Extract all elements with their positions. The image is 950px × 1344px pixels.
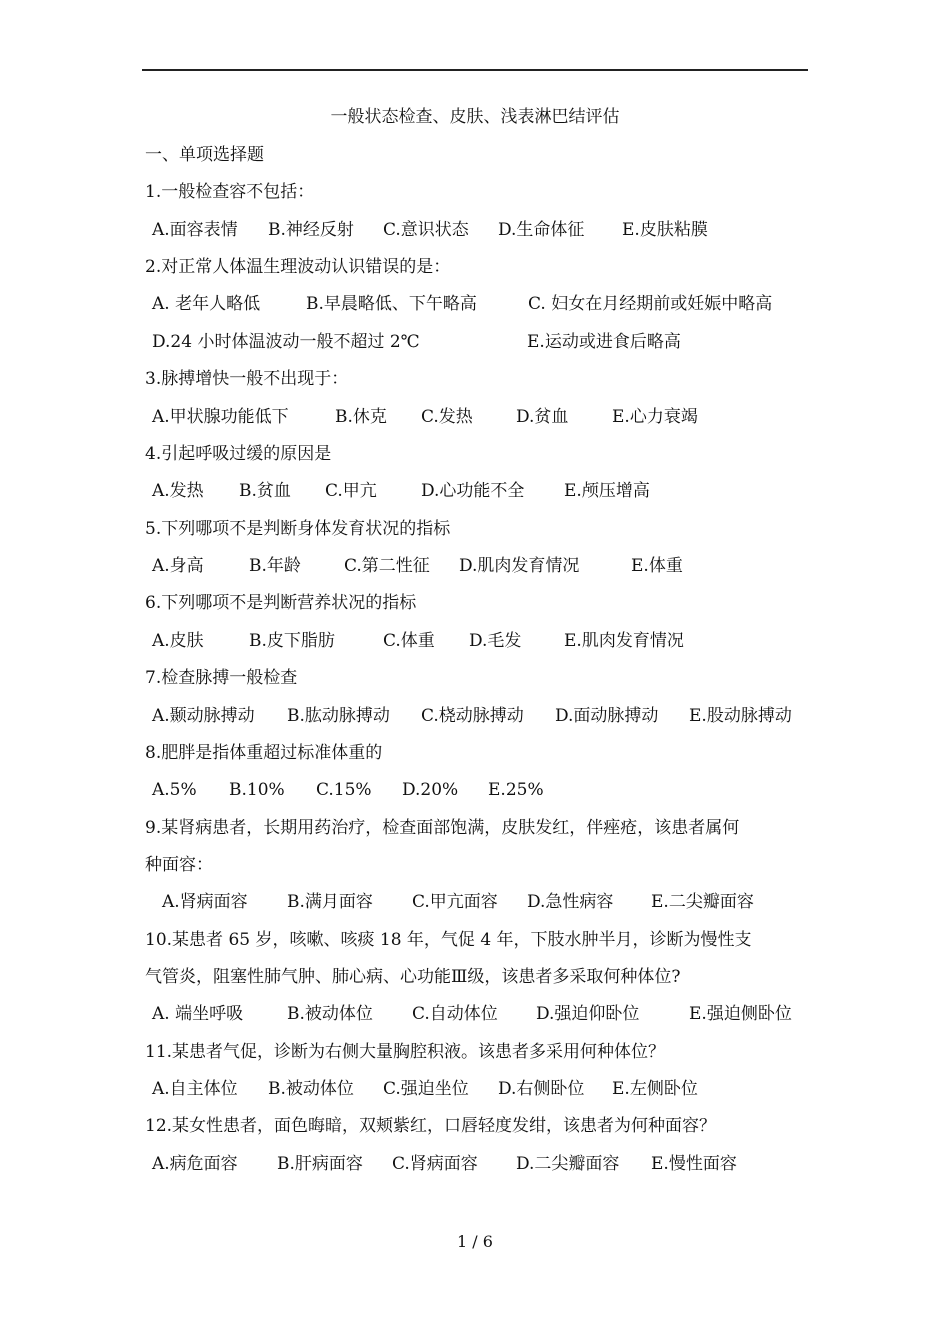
question-option: C.强迫坐位 — [383, 1079, 469, 1099]
question-option: C.第二性征 — [344, 556, 430, 576]
question-option: E.左侧卧位 — [612, 1079, 698, 1099]
question-option: B.满月面容 — [287, 892, 373, 912]
question-option: A.甲状腺功能低下 — [152, 407, 289, 427]
question-option: E.股动脉搏动 — [689, 706, 792, 726]
question-option: B.神经反射 — [268, 220, 354, 240]
question-stem: 3.脉搏增快一般不出现于： — [145, 369, 349, 389]
question-option: E.慢性面容 — [651, 1154, 737, 1174]
page-title: 一般状态检查、皮肤、浅表淋巴结评估 — [330, 107, 620, 127]
question-option: A.身高 — [152, 556, 204, 576]
question-option: D.面动脉搏动 — [555, 706, 659, 726]
question-option: B.皮下脂肪 — [249, 631, 335, 651]
question-option: C.自动体位 — [412, 1004, 498, 1024]
question-option: D.肌肉发育情况 — [459, 556, 580, 576]
question-option: C.体重 — [383, 631, 435, 651]
question-option: A. 端坐呼吸 — [152, 1004, 244, 1024]
question-option: A.颞动脉搏动 — [152, 706, 255, 726]
question-stem: 10.某患者 65 岁，咳嗽、咳痰 18 年，气促 4 年，下肢水肿半月，诊断为慢性支 — [145, 930, 752, 950]
question-option: E.心力衰竭 — [612, 407, 698, 427]
question-option: A.5% — [152, 780, 197, 800]
question-stem: 7.检查脉搏一般检查 — [145, 668, 298, 688]
question-option: E.二尖瓣面容 — [651, 892, 754, 912]
question-option: C.肾病面容 — [392, 1154, 478, 1174]
question-option: D.生命体征 — [498, 220, 585, 240]
question-option: A.肾病面容 — [162, 892, 248, 912]
question-option: D.20% — [402, 780, 459, 800]
question-option: C. 妇女在月经期前或妊娠中略高 — [528, 294, 773, 314]
question-option: A.面容表情 — [152, 220, 238, 240]
question-stem: 4.引起呼吸过缓的原因是 — [145, 444, 332, 464]
question-option: D.右侧卧位 — [498, 1079, 585, 1099]
question-option: C.发热 — [421, 407, 473, 427]
header-rule — [142, 69, 808, 71]
question-option: A.皮肤 — [152, 631, 204, 651]
question-option: B.被动体位 — [287, 1004, 373, 1024]
question-stem: 12.某女性患者，面色晦暗，双颊紫红，口唇轻度发绀，该患者为何种面容？ — [145, 1116, 717, 1136]
question-option: E.颅压增高 — [564, 481, 650, 501]
question-option: D.心功能不全 — [421, 481, 525, 501]
question-option: D.强迫仰卧位 — [536, 1004, 640, 1024]
question-stem: 6.下列哪项不是判断营养状况的指标 — [145, 593, 417, 613]
question-option: D.24 小时体温波动一般不超过 2℃ — [152, 332, 420, 352]
question-option: E.强迫侧卧位 — [689, 1004, 792, 1024]
question-option: A.发热 — [152, 481, 204, 501]
question-option: D.二尖瓣面容 — [516, 1154, 620, 1174]
question-option: C.15% — [316, 780, 372, 800]
question-option: C.甲亢 — [325, 481, 377, 501]
question-option: B.被动体位 — [268, 1079, 354, 1099]
question-option: D.贫血 — [516, 407, 569, 427]
section-heading: 一、单项选择题 — [145, 145, 264, 165]
question-option: C.甲亢面容 — [412, 892, 498, 912]
question-option: B.年龄 — [249, 556, 301, 576]
question-stem: 气管炎，阻塞性肺气肿、肺心病、心功能Ⅲ级，该患者多采取何种体位? — [145, 967, 681, 987]
question-stem: 种面容： — [145, 855, 213, 875]
question-option: E.运动或进食后略高 — [527, 332, 681, 352]
question-option: B.肝病面容 — [277, 1154, 363, 1174]
question-stem: 1.一般检查容不包括： — [145, 182, 315, 202]
question-option: D.毛发 — [469, 631, 522, 651]
question-option: B.休克 — [335, 407, 387, 427]
question-stem: 5.下列哪项不是判断身体发育状况的指标 — [145, 519, 451, 539]
question-stem: 9.某肾病患者，长期用药治疗，检查面部饱满，皮肤发红，伴痤疮，该患者属何 — [145, 818, 740, 838]
question-option: B.贫血 — [239, 481, 291, 501]
question-option: B.早晨略低、下午略高 — [306, 294, 477, 314]
question-option: B.肱动脉搏动 — [287, 706, 390, 726]
question-option: B.10% — [229, 780, 285, 800]
question-stem: 8.肥胖是指体重超过标准体重的 — [145, 743, 383, 763]
question-option: E.体重 — [631, 556, 683, 576]
question-option: D.急性病容 — [527, 892, 614, 912]
question-option: C.意识状态 — [383, 220, 469, 240]
question-option: A. 老年人略低 — [152, 294, 261, 314]
question-option: E.皮肤粘膜 — [622, 220, 708, 240]
question-stem: 2.对正常人体温生理波动认识错误的是： — [145, 257, 451, 277]
question-option: C.桡动脉搏动 — [421, 706, 524, 726]
question-option: A.病危面容 — [152, 1154, 238, 1174]
question-stem: 11.某患者气促，诊断为右侧大量胸腔积液。该患者多采用何种体位？ — [145, 1042, 666, 1062]
question-option: E.肌肉发育情况 — [564, 631, 684, 651]
question-option: A.自主体位 — [152, 1079, 238, 1099]
question-option: E.25% — [488, 780, 544, 800]
page-number: 1 / 6 — [457, 1232, 493, 1251]
